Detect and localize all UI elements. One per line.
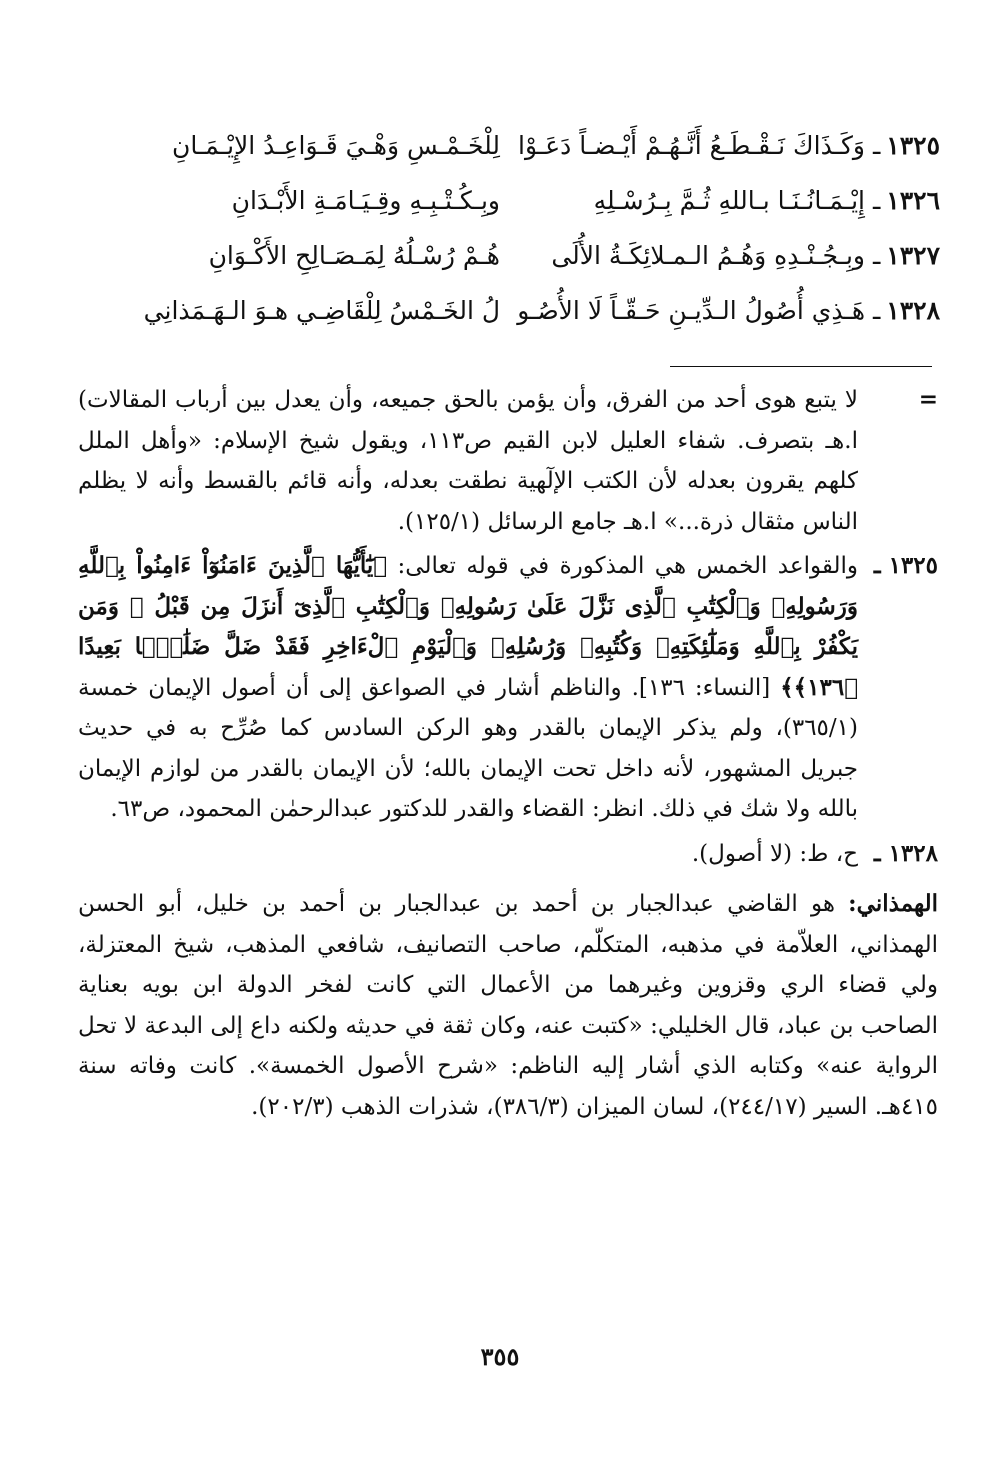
footnote-intro: والقواعد الخمس هي المذكورة في قوله تعالى: bbox=[397, 553, 858, 579]
footnote-1325 bbox=[78, 546, 938, 830]
footnote-number: ١٣٢٨ ـ bbox=[873, 839, 938, 867]
continuation-marker: = bbox=[918, 386, 938, 413]
biography-text: هو القاضي عبدالجبار بن أحمد بن عبدالجبار بن أحمد بن خليل، أبو الحسن الهمذاني، العلاّمة في مذهبه، المتكلّم، صاحب التصانيف، شافعي المذهب، شيخ المعتزلة، ولي قضاء الري وقزوين وغيرهما من الأعمال التي كانت لفخر الدولة ابن بويه بعناية الصاحب بن عباد، قال الخليلي: «كتبت عنه، وكان ثقة في حديثه ولكنه داع إلى البدعة لا تحل الرواية عنه» وكتابه الذي أشار إليه الناظم: «شرح الأصول الخمسة». كانت وفاته سنة ٤١٥هـ. السير (٢٤٤/١٧)، لسان الميزان (٣٨٦/٣)، شذرات الذهب (٢٠٢/٣). bbox=[78, 891, 938, 1120]
poem-verses bbox=[80, 118, 940, 338]
footnote-number: ١٣٢٥ ـ bbox=[873, 552, 938, 579]
verse-1326 bbox=[80, 173, 940, 228]
verse-number: ١٣٢٧ bbox=[886, 241, 940, 270]
verse-number: ١٣٢٨ bbox=[886, 296, 940, 325]
biography-name: الهمذاني: bbox=[848, 890, 938, 917]
verse-text: ـ وبِـجُـنْـدِهِ وَهُـمُ الـمـلائِكَـةُ الأُلَى bbox=[551, 241, 881, 270]
biography-note bbox=[78, 884, 938, 1127]
verse-first-hemistich bbox=[510, 131, 940, 160]
verse-1327 bbox=[80, 228, 940, 283]
footnote-continuation bbox=[78, 380, 938, 542]
footnote-text: [النساء: ١٣٦]. والناظم أشار في الصواعق إلى أن أصول الإيمان خمسة (٣٦٥/١)، ولم يذكر الإيمان بالقدر وهو الركن السادس كما صُرِّح به في حديث جبريل المشهور، لأنه داخل تحت الإيمان بالله؛ لأن الإيمان بالقدر من لوازم الإيمان بالله ولا شك في ذلك. انظر: القضاء والقدر للدكتور عبدالرحمٰن المحمود، ص٦٣. bbox=[78, 674, 858, 822]
verse-first-hemistich bbox=[510, 241, 940, 270]
verse-second-hemistich: هُـمْ رُسْـلُهُ لِمَـصَـالِحِ الأَكْـوَانِ bbox=[208, 241, 500, 270]
quran-quote: ﴿يَٰٓأَيُّهَا ٱلَّذِينَ ءَامَنُوٓاْ ءَامِنُواْ بِٱللَّهِ وَرَسُولِهِۦ وَٱلْكِتَٰبِ ٱلَّذِى نَزَّلَ عَلَىٰ رَسُولِهِۦ وَٱلْكِتَٰبِ ٱلَّذِىٓ أَنزَلَ مِن قَبْلُ ۚ وَمَن يَكْفُرْ بِٱللَّهِ وَمَلَٰٓئِكَتِهِۦ وَكُتُبِهِۦ وَرُسُلِهِۦ وَٱلْيَوْمِ ٱلْءَاخِرِ فَقَدْ ضَلَّ ضَلَٰلًۢا بَعِيدًا ﴿١٣٦﴾﴾ bbox=[78, 552, 859, 701]
verse-second-hemistich: لِلْخَـمْـسِ وَهْـيَ قَـوَاعِـدُ الإِيْـمَـانِ bbox=[171, 131, 500, 160]
verse-1328 bbox=[80, 283, 940, 338]
verse-text: ـ إِيْـمَـانُـنَـا بـاللهِ ثُـمَّ بِـرُسْـلِهِ bbox=[593, 186, 881, 215]
verse-text: ـ هَـذِي أُصُولُ الـدِّيـنِ حَـقّـاً لَا الأُصُـو bbox=[517, 296, 881, 325]
verse-number: ١٣٢٥ bbox=[886, 131, 940, 160]
verse-text: ـ وَكَـذَاكَ نَـقْـطَـعُ أَنَّـهُـمْ أَيْـضـاً دَعَـوْا bbox=[518, 131, 881, 160]
footnote-body bbox=[78, 546, 858, 830]
verse-second-hemistich: لُ الخَـمْسُ لِلْقَاضِـي هـوَ الـهَـمَذانِي bbox=[143, 296, 500, 325]
footnote-1328 bbox=[78, 834, 938, 875]
footnote-text: ح، ط: (لا أصول). bbox=[691, 840, 858, 867]
verse-1325 bbox=[80, 118, 940, 173]
verse-second-hemistich: وبِـكُـتْـبِـهِ وقِـيَـامَـةِ الأَبْـدَانِ bbox=[231, 186, 500, 215]
verse-number: ١٣٢٦ bbox=[886, 186, 940, 215]
page-number: ٣٥٥ bbox=[480, 1342, 520, 1371]
verse-first-hemistich bbox=[510, 186, 940, 215]
footnote-text: لا يتبع هوى أحد من الفرق، وأن يؤمن بالحق جميعه، وأن يعدل بين أرباب المقالات) ا.هـ بتصرف. شفاء العليل لابن القيم ص١١٣، ويقول شيخ الإسلام: «وأهل الملل كلهم يقرون بعدله لأن الكتب الإلٓهية نطقت بعدله، وأنه قائم بالقسط وأنه لا يظلم الناس مثقال ذرة...» ا.هـ جامع الرسائل (١٢٥/١). bbox=[78, 387, 859, 535]
verse-first-hemistich bbox=[510, 296, 940, 325]
footnote-divider bbox=[670, 366, 932, 367]
footnotes bbox=[78, 380, 938, 1127]
